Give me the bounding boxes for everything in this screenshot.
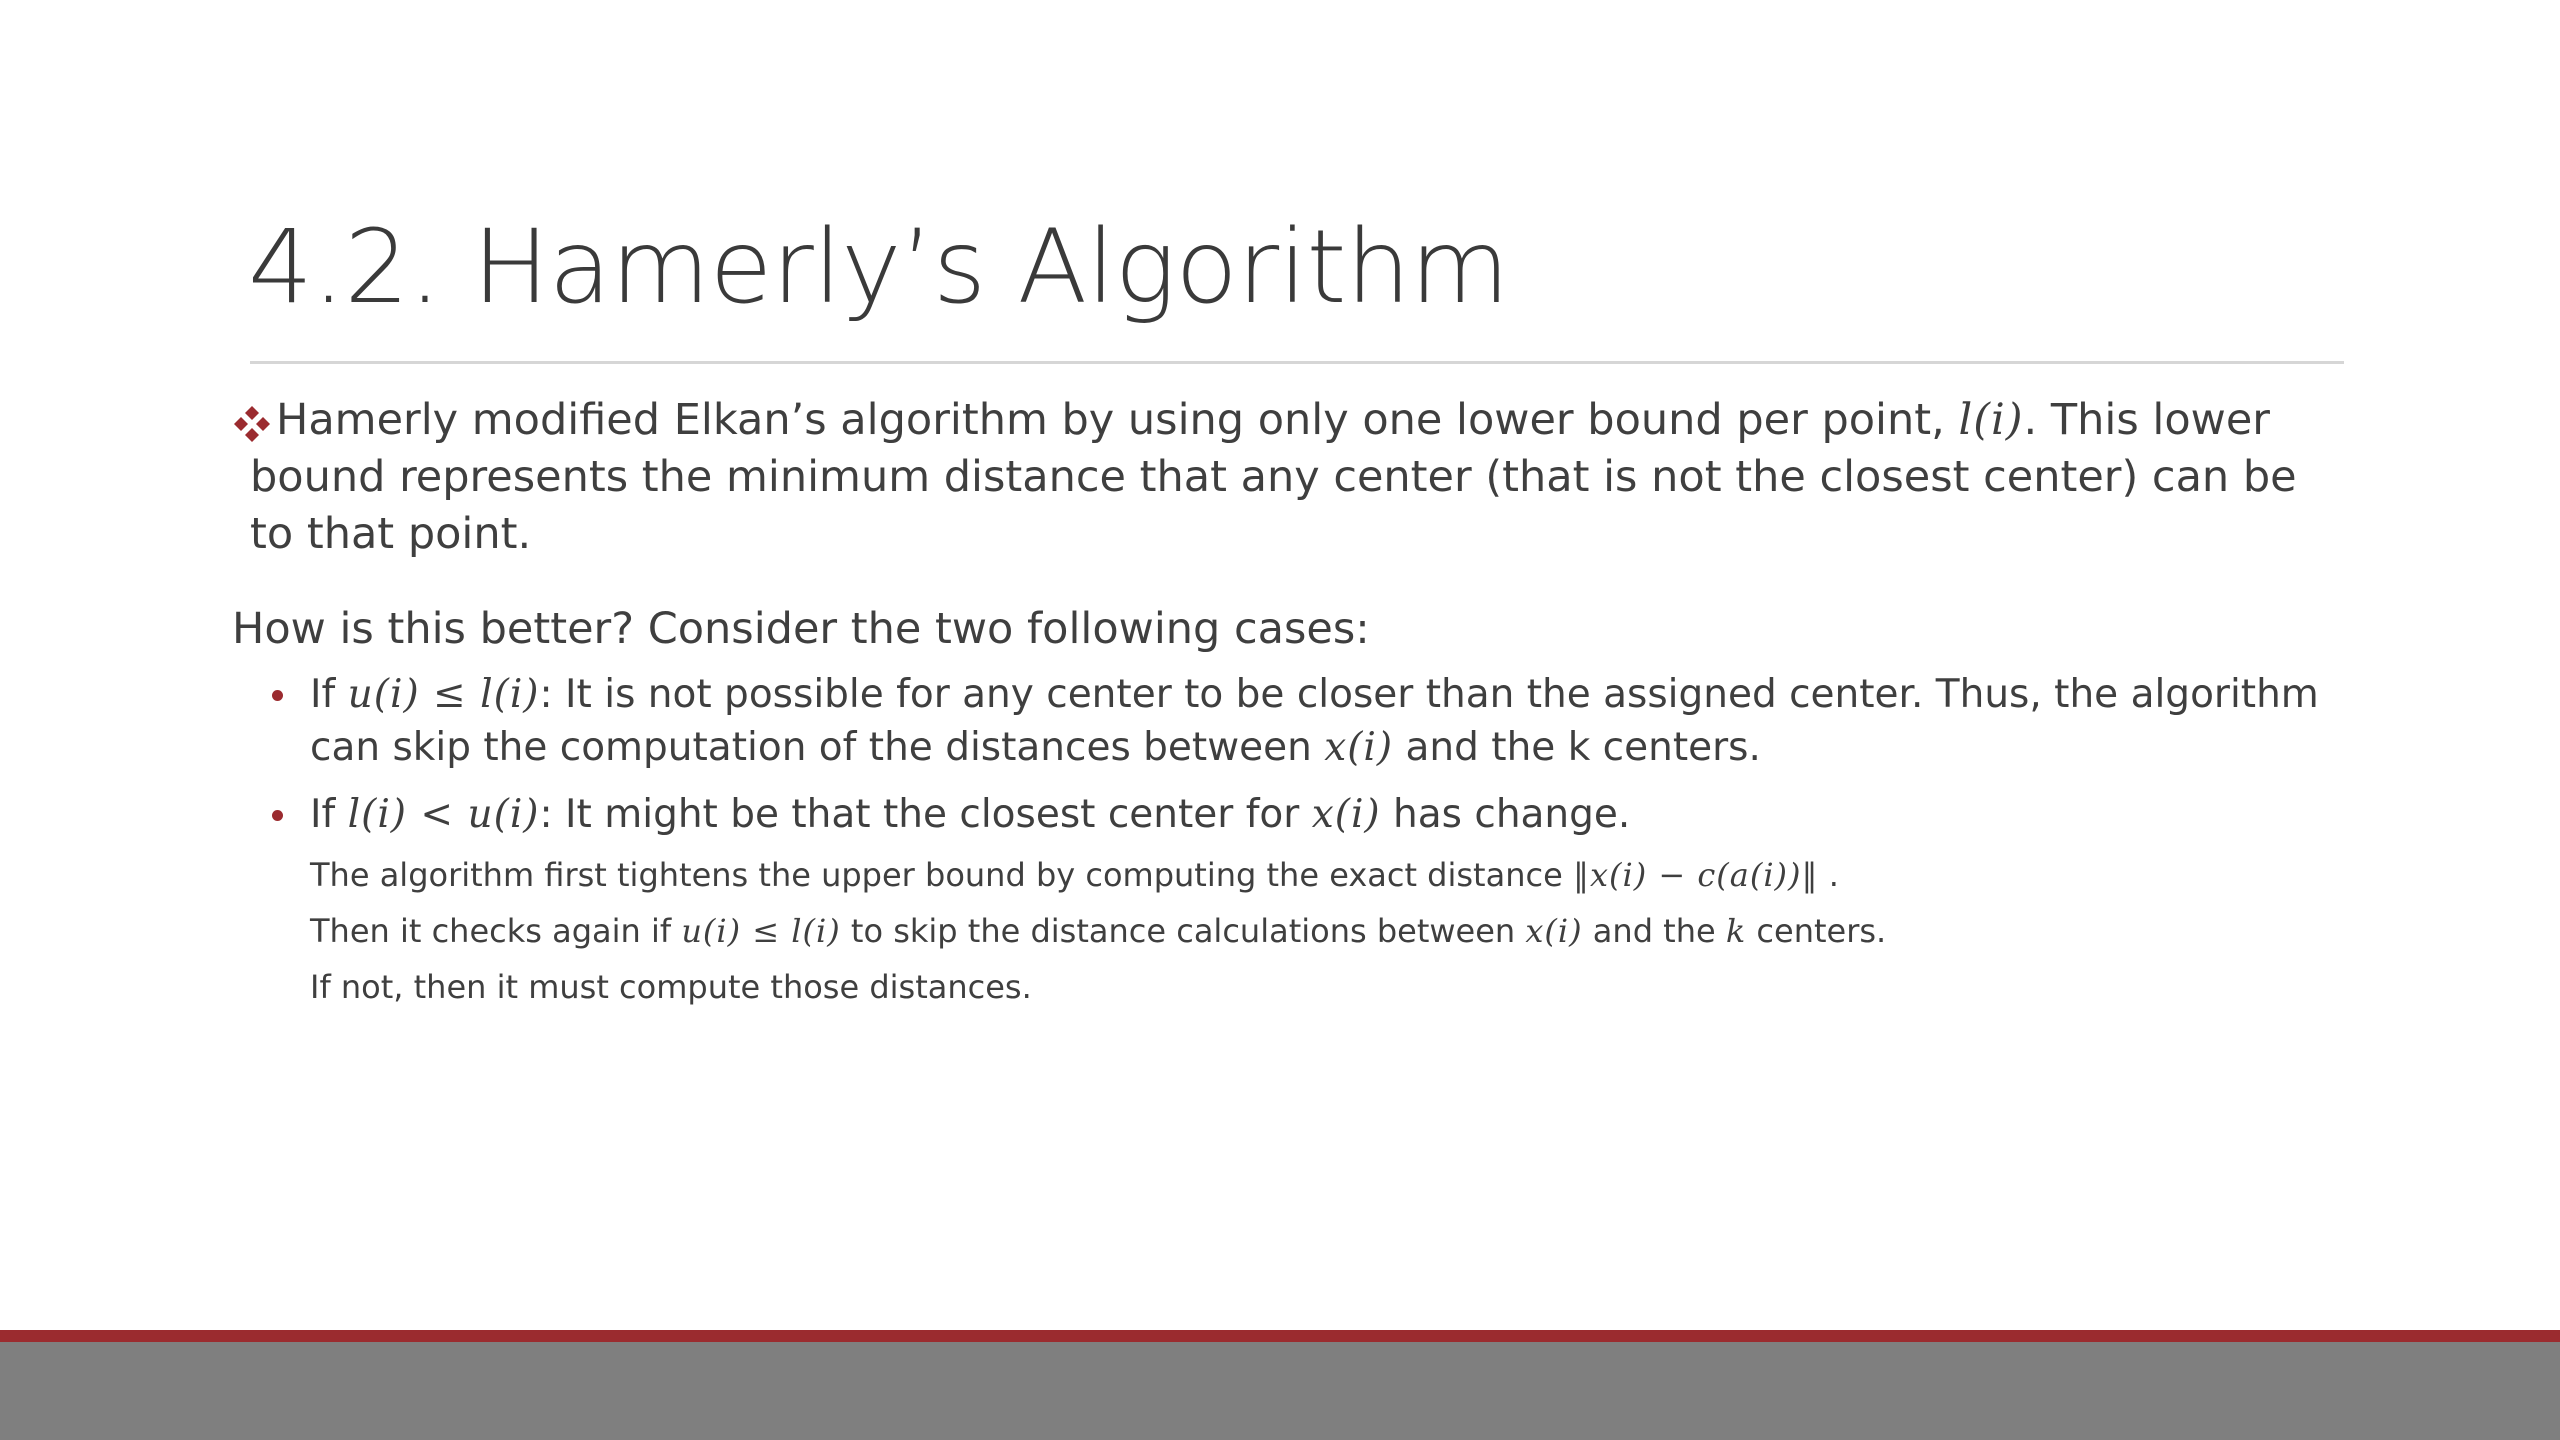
case-text: : It might be that the closest center for [539, 792, 1312, 837]
note-text: Then it checks again if [310, 912, 682, 950]
note-line [310, 855, 2342, 895]
note-math-distance: ‖x(i) − c(a(i))‖ [1572, 856, 1819, 894]
note-text: The algorithm first tightens the upper bound by computing the exact distance [310, 856, 1573, 894]
slide-title: 4.2. Hamerly’s Algorithm [248, 208, 1510, 327]
four-diamond-bullet-icon [232, 392, 276, 449]
case-text-end: and the k centers. [1393, 725, 1761, 770]
cases-list [232, 668, 2342, 841]
note-text-end: . [1818, 856, 1839, 894]
note-math-point: x(i) [1525, 912, 1583, 950]
note-text-mid: to skip the distance calculations between [840, 912, 1526, 950]
note-math-condition: u(i) ≤ l(i) [681, 912, 841, 950]
case-text: : It is not possible for any center to be closer than the assigned center. Thus, the algorithm can skip the computation of the distances between [310, 672, 2319, 770]
intro-math-lower-bound: l(i) [1958, 395, 2024, 445]
note-math-k: k [1725, 912, 1747, 950]
case-math-point: x(i) [1324, 725, 1394, 770]
bullet-dot-icon [272, 690, 283, 701]
case-condition-math: u(i) ≤ l(i) [347, 672, 540, 717]
note-text: If not, then it must compute those distances. [310, 968, 1032, 1006]
note-text-mid2: and the [1582, 912, 1726, 950]
intro-text-after: . This lower bound represents the minimum distance that any center (that is not the closest center) can be to that point. [250, 395, 2297, 559]
case-math-point: x(i) [1311, 792, 1381, 837]
intro-text-before: Hamerly modified Elkan’s algorithm by using only one lower bound per point, [276, 395, 1959, 445]
case-notes [310, 855, 2342, 1007]
case-text-end: has change. [1380, 792, 1631, 837]
case-condition-math: l(i) < u(i) [347, 792, 540, 837]
case-prefix: If [310, 792, 348, 837]
title-divider [250, 361, 2344, 364]
intro-paragraph [232, 392, 2342, 563]
footer-accent-line [0, 1330, 2560, 1342]
note-line [310, 967, 2342, 1007]
note-text-end: centers. [1746, 912, 1887, 950]
bullet-dot-icon [272, 810, 283, 821]
question-heading: How is this better? Consider the two following cases: [232, 604, 1370, 654]
note-line [310, 911, 2342, 951]
footer-bar [0, 1342, 2560, 1440]
case-item [310, 668, 2342, 774]
case-item [310, 788, 2342, 841]
case-prefix: If [310, 672, 348, 717]
slide-body [232, 392, 2342, 1023]
